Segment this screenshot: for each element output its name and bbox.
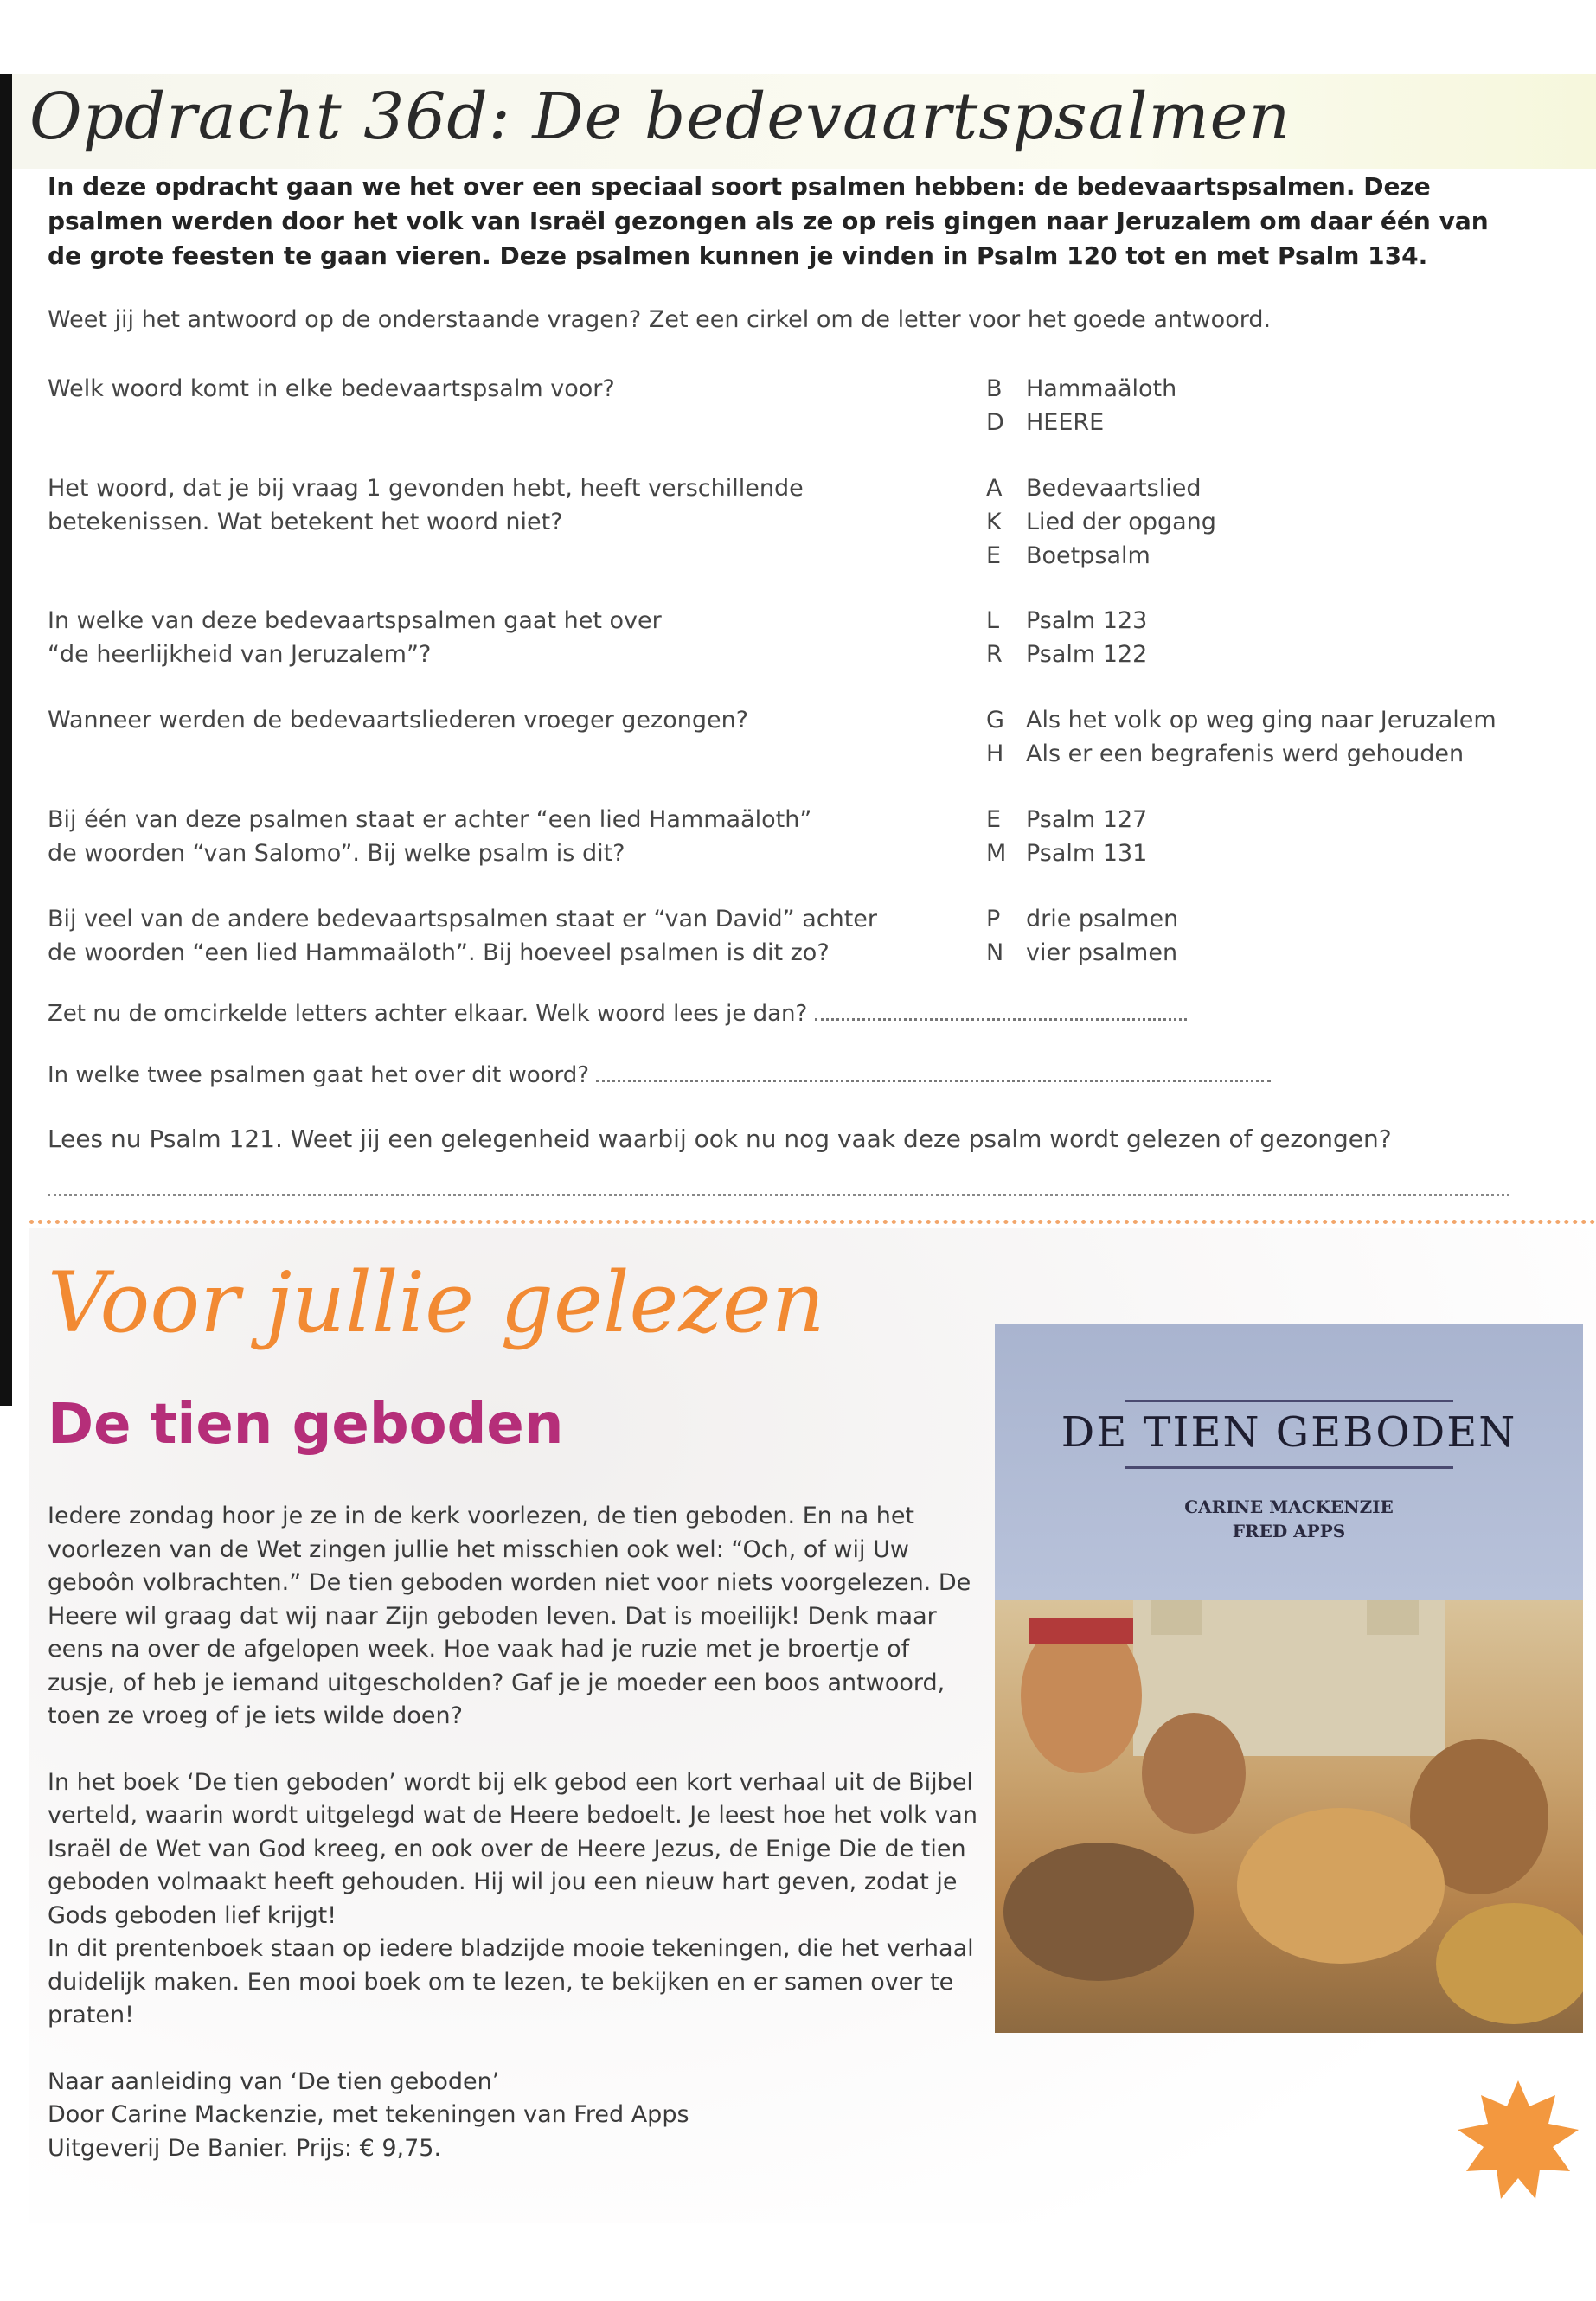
option-text: HEERE — [1026, 409, 1105, 436]
question-line: “de heerlijkheid van Jeruzalem”? — [48, 641, 432, 668]
option[interactable] — [986, 505, 1216, 539]
option-text: Boetpsalm — [1026, 542, 1151, 569]
option-letter: G — [986, 707, 1004, 734]
option-text: Als het volk op weg ging naar Jeruzalem — [1026, 707, 1497, 734]
section-divider — [29, 1220, 1596, 1224]
read-psalm-question: Lees nu Psalm 121. Weet jij een gelegenheid waarbij ook nu nog vaak deze psalm wordt gelezen of gezongen? — [48, 1125, 1392, 1153]
option-letter: A — [986, 475, 1003, 502]
assignment-title: Opdracht 36d: De bedevaartspsalmen — [29, 80, 1292, 154]
option[interactable] — [986, 471, 1216, 505]
review-paragraph: In het boek ‘De tien geboden’ wordt bij elk gebod een kort verhaal uit de Bijbel verteld, waarin wordt uitgelegd wat de Heere bedoelt. Je leest hoe het volk van Israël de Wet van God kreeg, en ook over de Heere Jezus, de Enige Die de tien geboden volmaakt heeft gehouden. Hij wil jou een nieuw hart geven, zodat je Gods geboden lief krijgt! — [48, 1768, 977, 1929]
crowd-illustration — [995, 1600, 1583, 2033]
book-cover-title: DE TIEN GEBODEN — [1061, 1408, 1517, 1457]
option[interactable] — [986, 803, 1147, 836]
headdress — [1029, 1618, 1133, 1644]
option-text: Lied der opgang — [1026, 509, 1216, 535]
question-2 — [48, 471, 947, 539]
option[interactable] — [986, 539, 1216, 573]
option[interactable] — [986, 703, 1497, 737]
question-6-options — [986, 902, 1178, 970]
option-text: drie psalmen — [1026, 906, 1179, 933]
question-3 — [48, 604, 947, 671]
question-3-options — [986, 604, 1147, 671]
book-cover-sky — [995, 1324, 1583, 1600]
option[interactable] — [986, 836, 1147, 870]
option-letter: D — [986, 409, 1004, 436]
fill-in-word — [48, 1001, 1187, 1027]
book-cover — [995, 1324, 1583, 2033]
option-letter: E — [986, 542, 1002, 569]
question-line: Bij één van deze psalmen staat er achter “een lied Hammaäloth” — [48, 806, 812, 833]
assignment-instruction: Weet jij het antwoord op de onderstaande vragen? Zet een cirkel om de letter voor het goede antwoord. — [48, 306, 1272, 333]
review-paragraph: Iedere zondag hoor je ze in de kerk voorlezen, de tien geboden. En na het voorlezen van de Wet zingen jullie het misschien ook wel: “Och, of wij Uw geboôn volbrachten.” De tien geboden worden niet voor niets voorgelezen. De Heere wil graag dat wij naar Zijn geboden leven. Dat is moeilijk! Denk maar eens na over de afgelopen week. Hoe vaak had je ruzie met je broertje of zusje, of heb je iemand uitgescholden? Gaf je je moeder een boos antwoord, toen ze vroeg of je iets wilde doen? — [48, 1503, 971, 1729]
option-text: Psalm 122 — [1026, 641, 1148, 668]
option-letter: B — [986, 375, 1003, 402]
review-section-title: Voor jullie gelezen — [48, 1254, 825, 1351]
option-text: Psalm 131 — [1026, 840, 1148, 867]
question-4-options — [986, 703, 1497, 771]
option-text: Bedevaartslied — [1026, 475, 1202, 502]
question-line: de woorden “van Salomo”. Bij welke psalm is dit? — [48, 840, 625, 867]
option-letter: H — [986, 740, 1004, 767]
fill-in-psalms-line[interactable] — [596, 1062, 1271, 1082]
option-text: Psalm 123 — [1026, 607, 1148, 634]
review-paragraph: In dit prentenboek staan op iedere bladzijde mooie tekeningen, die het verhaal duidelijk maken. Een mooi boek om te lezen, te bekijken en er samen over te praten! — [48, 1935, 974, 2029]
tower — [1151, 1600, 1202, 1635]
option[interactable] — [986, 638, 1147, 671]
question-5-options — [986, 803, 1147, 870]
option-letter: M — [986, 840, 1007, 867]
fill-in-word-line[interactable] — [815, 1001, 1187, 1021]
figure — [1142, 1713, 1246, 1834]
review-credit: Naar aanleiding van ‘De tien geboden’ — [48, 2067, 500, 2095]
question-line: betekenissen. Wat betekent het woord niet? — [48, 509, 563, 535]
question-4 — [48, 703, 947, 737]
question-line: Wanneer werden de bedevaartsliederen vroeger gezongen? — [48, 707, 749, 734]
question-5 — [48, 803, 947, 870]
option-text: vier psalmen — [1026, 939, 1178, 966]
question-6 — [48, 902, 947, 970]
crowd — [1436, 1903, 1583, 2024]
book-cover-author: CARINE MACKENZIE — [1184, 1497, 1394, 1517]
question-line: Het woord, dat je bij vraag 1 gevonden hebt, heeft verschillende — [48, 475, 804, 502]
question-line: Bij veel van de andere bedevaartspsalmen staat er “van David” achter — [48, 906, 878, 933]
answer-line[interactable] — [48, 1194, 1509, 1196]
option[interactable] — [986, 936, 1178, 970]
option-letter: L — [986, 607, 1000, 634]
fill-in-word-prompt: Zet nu de omcirkelde letters achter elkaar. Welk woord lees je dan? — [48, 1001, 808, 1027]
tower — [1367, 1600, 1419, 1635]
option-letter: K — [986, 509, 1002, 535]
option[interactable] — [986, 737, 1497, 771]
fill-in-psalms-prompt: In welke twee psalmen gaat het over dit woord? — [48, 1062, 590, 1088]
book-cover-illustration — [995, 1600, 1583, 2033]
review-credit: Door Carine Mackenzie, met tekeningen van Fred Apps — [48, 2101, 689, 2128]
review-body — [48, 1500, 982, 2165]
option-letter: P — [986, 906, 1001, 933]
question-line: In welke van deze bedevaartspsalmen gaat het over — [48, 607, 662, 634]
crowd — [1003, 1843, 1194, 1981]
assignment-intro: In deze opdracht gaan we het over een speciaal soort psalmen hebben: de bedevaartspsalmen. Deze psalmen werden door het volk van Israël gezongen als ze op reis gingen naar Jeruzalem om daar één van de grote feesten te gaan vieren. Deze psalmen kunnen je vinden in Psalm 120 tot en met Psalm 134. — [48, 172, 1489, 270]
option[interactable] — [986, 406, 1176, 439]
book-cover-rule — [1125, 1400, 1453, 1402]
question-1 — [48, 372, 947, 406]
review-credit: Uitgeverij De Banier. Prijs: € 9,75. — [48, 2134, 442, 2162]
question-line: de woorden “een lied Hammaäloth”. Bij hoeveel psalmen is dit zo? — [48, 939, 830, 966]
book-heading: De tien geboden — [48, 1393, 564, 1457]
book-cover-rule — [1125, 1466, 1453, 1469]
option-letter: R — [986, 641, 1003, 668]
option-text: Hammaäloth — [1026, 375, 1177, 402]
question-line: Welk woord komt in elke bedevaartspsalm voor? — [48, 375, 615, 402]
question-1-options — [986, 372, 1176, 439]
crowd — [1237, 1808, 1445, 1964]
option-letter: N — [986, 939, 1004, 966]
option[interactable] — [986, 902, 1178, 936]
option-letter: E — [986, 806, 1002, 833]
option[interactable] — [986, 604, 1147, 638]
option[interactable] — [986, 372, 1176, 406]
book-cover-illustrator: FRED APPS — [1232, 1521, 1346, 1541]
question-2-options — [986, 471, 1216, 573]
fill-in-psalms — [48, 1062, 1271, 1088]
option-text: Psalm 127 — [1026, 806, 1148, 833]
sun-badge-icon — [1453, 2076, 1583, 2206]
left-edge-bar — [0, 74, 12, 1406]
option-text: Als er een begrafenis werd gehouden — [1026, 740, 1465, 767]
